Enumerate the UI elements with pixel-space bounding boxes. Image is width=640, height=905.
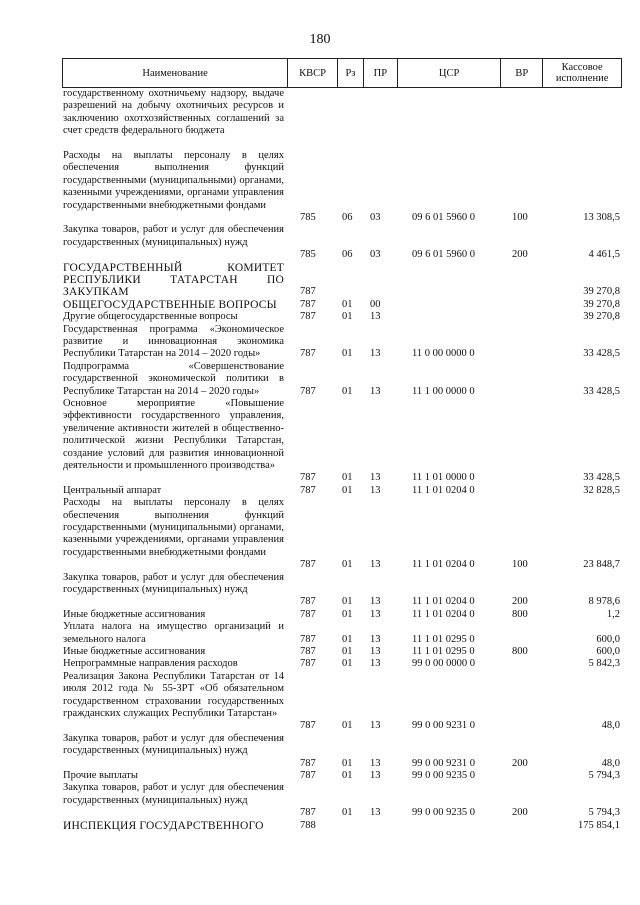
cell-csr: 11 1 01 0295 0 (412, 633, 475, 645)
cell-kvsr: 787 (300, 286, 316, 298)
cell-pr: 13 (370, 720, 381, 732)
cell-sum: 13 308,5 (583, 211, 620, 223)
cell-pr: 13 (370, 757, 381, 769)
cell-pr: 13 (370, 311, 381, 323)
cell-kvsr: 787 (300, 472, 316, 484)
cell-rz: 01 (342, 608, 353, 620)
cell-vr: 200 (512, 596, 528, 608)
cell-pr: 13 (370, 633, 381, 645)
cell-kvsr: 785 (300, 211, 316, 223)
cell-sum: 33 428,5 (583, 348, 620, 360)
header-name: Наименование (63, 59, 288, 87)
header-csr: ЦСР (398, 59, 502, 87)
cell-pr: 13 (370, 596, 381, 608)
cell-name: Закупка товаров, работ и услуг для обеспечения государственных (муниципальных) нужд (63, 782, 284, 806)
cell-sum: 39 270,8 (583, 298, 620, 310)
cell-rz: 01 (342, 348, 353, 360)
cell-sum: 23 848,7 (583, 559, 620, 571)
cell-name: Иные бюджетные ассигнования (63, 646, 206, 658)
cell-pr: 13 (370, 472, 381, 484)
table-header (62, 58, 622, 88)
cell-sum: 5 794,3 (588, 770, 620, 782)
cell-name: Непрограммные направления расходов (63, 658, 238, 670)
cell-sum: 39 270,8 (583, 311, 620, 323)
cell-pr: 03 (370, 249, 381, 261)
page-number: 180 (309, 32, 331, 47)
cell-name: ОБЩЕГОСУДАРСТВЕННЫЕ ВОПРОСЫ (63, 298, 277, 311)
cell-kvsr: 787 (300, 596, 316, 608)
cell-rz: 01 (342, 646, 353, 658)
cell-kvsr: 788 (300, 819, 316, 831)
table-row (62, 485, 622, 497)
cell-rz: 01 (342, 472, 353, 484)
cell-pr: 13 (370, 646, 381, 658)
cell-name: Центральный аппарат (63, 484, 162, 496)
cell-kvsr: 787 (300, 385, 316, 397)
cell-rz: 01 (342, 559, 353, 571)
cell-rz: 01 (342, 720, 353, 732)
table-row (62, 299, 622, 311)
table-row (62, 671, 622, 733)
cell-name: Закупка товаров, работ и услуг для обеспечения государственных (муниципальных) нужд (63, 732, 284, 757)
cell-sum: 33 428,5 (583, 472, 620, 484)
cell-name: ИНСПЕКЦИЯ ГОСУДАРСТВЕННОГО (63, 819, 264, 832)
cell-rz: 01 (342, 757, 353, 769)
cell-name: Государственная программа «Экономическое развитие и инновационная экономика Республики Татарстан на 2014 – 2020 годы» (63, 323, 284, 360)
table-row (62, 361, 622, 398)
cell-vr: 100 (512, 211, 528, 223)
cell-pr: 03 (370, 211, 381, 223)
cell-sum: 39 270,8 (583, 286, 620, 298)
table-row (62, 621, 622, 646)
cell-rz: 01 (342, 385, 353, 397)
cell-pr: 13 (370, 348, 381, 360)
cell-kvsr: 787 (300, 646, 316, 658)
cell-name: Закупка товаров, работ и услуг для обеспечения государственных (муниципальных) нужд (63, 224, 284, 248)
cell-kvsr: 787 (300, 720, 316, 732)
cell-csr: 99 0 00 9231 0 (412, 720, 475, 732)
cell-kvsr: 787 (300, 633, 316, 645)
cell-kvsr: 787 (300, 298, 316, 310)
cell-kvsr: 787 (300, 348, 316, 360)
cell-vr: 800 (512, 608, 528, 620)
header-vr: ВР (501, 59, 543, 87)
cell-pr: 13 (370, 658, 381, 670)
cell-sum: 600,0 (596, 646, 620, 658)
table-row (62, 398, 622, 485)
cell-rz: 01 (342, 311, 353, 323)
cell-rz: 01 (342, 596, 353, 608)
cell-kvsr: 787 (300, 757, 316, 769)
cell-name: Закупка товаров, работ и услуг для обеспечения государственных (муниципальных) нужд (63, 571, 284, 596)
cell-pr: 13 (370, 608, 381, 620)
cell-name: Основное мероприятие «Повышение эффективности государственного управления, увеличение активности жителей в общественно-политической жизни Республики Татарстан, создание условий для развития инновационной деятельности и промышленного производства» (63, 398, 284, 472)
cell-pr: 13 (370, 770, 381, 782)
cell-csr: 11 1 01 0204 0 (412, 559, 475, 571)
cell-name: Прочие выплаты (63, 770, 138, 782)
table-row (62, 262, 622, 299)
cell-csr: 11 1 01 0204 0 (412, 608, 475, 620)
cell-name: ГОСУДАРСТВЕННЫЙ КОМИТЕТ РЕСПУБЛИКИ ТАТАРСТАН ПО ЗАКУПКАМ (63, 261, 284, 299)
cell-pr: 13 (370, 385, 381, 397)
cell-sum: 48,0 (601, 720, 620, 732)
cell-name: Реализация Закона Республики Татарстан от 14 июля 2012 года № 55-ЗРТ «Об обязательном государственном страховании государственных гражданских служащих Республики Татарстан» (63, 670, 284, 720)
cell-kvsr: 785 (300, 249, 316, 261)
table-row (62, 150, 622, 224)
table-row (62, 311, 622, 323)
cell-rz: 06 (342, 211, 353, 223)
cell-sum: 32 828,5 (583, 484, 620, 496)
table-row (62, 572, 622, 609)
table-row (62, 497, 622, 571)
table-row (62, 782, 622, 819)
cell-kvsr: 787 (300, 770, 316, 782)
cell-name: Уплата налога на имущество организаций и земельного налога (63, 621, 284, 645)
cell-name: Расходы на выплаты персоналу в целях обеспечения выполнения функций государственными (муниципальными) органами, казенными учреждениями, органами управления государственными внебюджетными фондами (63, 150, 284, 211)
cell-name: Другие общегосударственные вопросы (63, 311, 238, 323)
cell-vr: 200 (512, 249, 528, 261)
table-body (62, 88, 622, 832)
cell-vr: 200 (512, 807, 528, 819)
cell-rz: 01 (342, 484, 353, 496)
cell-pr: 00 (370, 298, 381, 310)
table-row (62, 224, 622, 261)
cell-sum: 175 854,1 (578, 819, 620, 831)
cell-csr: 99 0 00 9231 0 (412, 757, 475, 769)
cell-kvsr: 787 (300, 484, 316, 496)
cell-csr: 11 0 00 0000 0 (412, 348, 475, 360)
table-row (62, 646, 622, 658)
cell-vr: 200 (512, 757, 528, 769)
cell-pr: 13 (370, 484, 381, 496)
cell-sum: 8 978,6 (588, 596, 620, 608)
cell-vr: 800 (512, 646, 528, 658)
cell-csr: 09 6 01 5960 0 (412, 249, 475, 261)
cell-name: Расходы на выплаты персоналу в целях обеспечения выполнения функций государственными (муниципальными) органами, казенными учреждениями, органами управления государственными внебюджетными фондами (63, 497, 284, 558)
cell-kvsr: 787 (300, 311, 316, 323)
cell-csr: 11 1 01 0204 0 (412, 596, 475, 608)
cell-csr: 11 1 00 0000 0 (412, 385, 475, 397)
cell-kvsr: 787 (300, 658, 316, 670)
cell-sum: 4 461,5 (588, 249, 620, 261)
header-pr: ПР (364, 59, 398, 87)
table-row (62, 658, 622, 670)
cell-csr: 11 1 01 0295 0 (412, 646, 475, 658)
cell-csr: 11 1 01 0204 0 (412, 484, 475, 496)
cell-name: Иные бюджетные ассигнования (63, 608, 206, 620)
header-kvsr: КВСР (288, 59, 338, 87)
cell-name: Подпрограмма «Совершенствование государственной экономической политики в Республике Татарстан на 2014 – 2020 годы» (63, 360, 284, 397)
cell-kvsr: 787 (300, 559, 316, 571)
cell-sum: 1,2 (606, 608, 620, 620)
cell-pr: 13 (370, 559, 381, 571)
cell-kvsr: 787 (300, 807, 316, 819)
cell-pr: 13 (370, 807, 381, 819)
cell-sum: 33 428,5 (583, 385, 620, 397)
table-row (62, 770, 622, 782)
cell-sum: 5 794,3 (588, 807, 620, 819)
cell-rz: 01 (342, 633, 353, 645)
table-row (62, 820, 622, 832)
table-row (62, 733, 622, 770)
cell-rz: 01 (342, 770, 353, 782)
cell-csr: 09 6 01 5960 0 (412, 211, 475, 223)
table-row (62, 88, 622, 150)
cell-csr: 99 0 00 0000 0 (412, 658, 475, 670)
cell-kvsr: 787 (300, 608, 316, 620)
cell-csr: 99 0 00 9235 0 (412, 770, 475, 782)
header-rz: Рз (338, 59, 364, 87)
header-sum: Кассовое исполнение (555, 62, 609, 84)
cell-name: государственному охотничьему надзору, выдаче разрешений на добычу охотничьих ресурсов и заключению охотхозяйственных соглашений за счет средств федерального бюджета (63, 88, 284, 137)
cell-vr: 100 (512, 559, 528, 571)
cell-csr: 99 0 00 9235 0 (412, 807, 475, 819)
cell-sum: 5 842,3 (588, 658, 620, 670)
cell-csr: 11 1 01 0000 0 (412, 472, 475, 484)
cell-rz: 01 (342, 807, 353, 819)
cell-sum: 600,0 (596, 633, 620, 645)
table-row (62, 324, 622, 361)
cell-rz: 06 (342, 249, 353, 261)
cell-rz: 01 (342, 658, 353, 670)
cell-sum: 48,0 (601, 757, 620, 769)
table-row (62, 609, 622, 621)
cell-rz: 01 (342, 298, 353, 310)
budget-table (62, 58, 622, 832)
